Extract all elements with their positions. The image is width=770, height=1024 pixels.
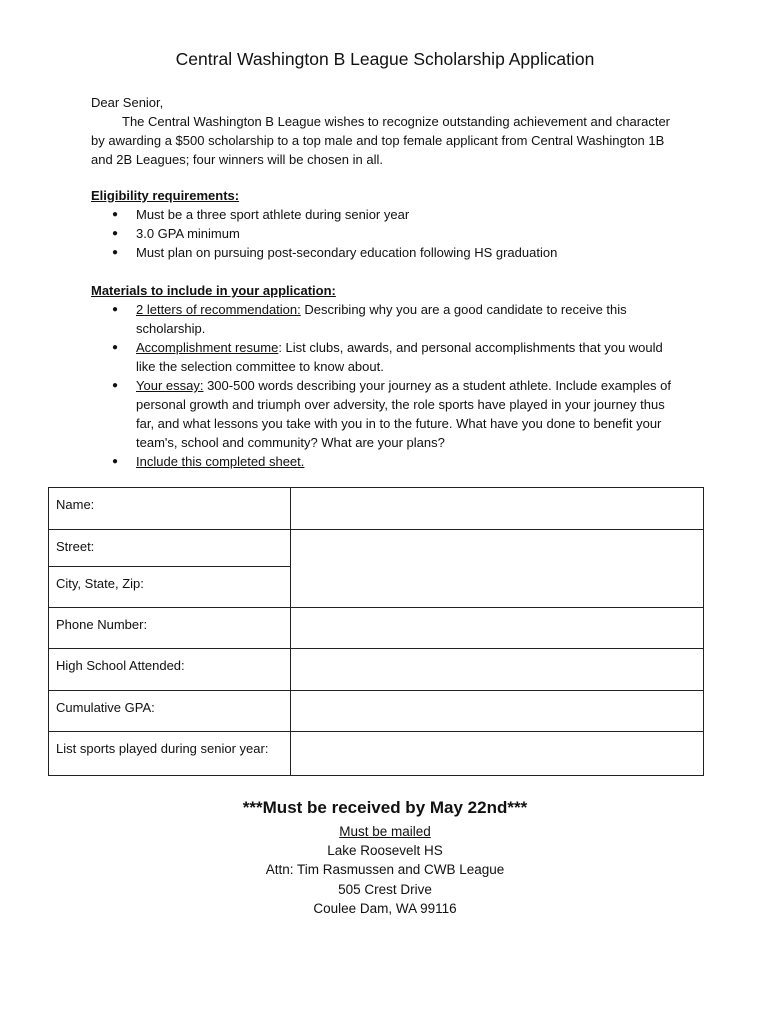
list-item (91, 376, 681, 452)
address-field[interactable] (291, 530, 704, 608)
bullet-icon: ● (112, 380, 119, 391)
deadline-notice: ***Must be received by May 22nd*** (242, 798, 528, 817)
mailing-address (0, 822, 770, 918)
bullet-icon: ● (112, 342, 119, 353)
city-state-zip-label: City, State, Zip: (49, 567, 291, 608)
mailing-heading: Must be mailed (339, 824, 431, 839)
mailing-line: 505 Crest Drive (338, 881, 432, 897)
phone-label: Phone Number: (49, 608, 291, 649)
sports-field[interactable] (291, 732, 704, 776)
bullet-icon: ● (112, 209, 119, 220)
list-item: ● Must plan on pursuing post-secondary education following HS graduation (112, 245, 558, 260)
mailing-line: Coulee Dam, WA 99116 (313, 900, 457, 916)
name-label: Name: (49, 488, 291, 530)
list-item (91, 300, 681, 338)
application-form-table (48, 487, 704, 776)
gpa-label: Cumulative GPA: (49, 691, 291, 732)
list-item: ● Must be a three sport athlete during senior year (112, 207, 410, 222)
eligibility-list (91, 205, 681, 262)
bullet-icon: ● (112, 247, 119, 258)
eligibility-heading: Eligibility requirements: (91, 188, 240, 203)
item-text: : List clubs, awards, and personal accomplishments that you would like the selection committee to know about. (136, 340, 663, 374)
mailing-line: Lake Roosevelt HS (327, 843, 443, 859)
list-item (91, 452, 681, 471)
bullet-icon: ● (112, 304, 119, 315)
name-field[interactable] (291, 488, 704, 530)
high-school-field[interactable] (291, 649, 704, 691)
sports-label: List sports played during senior year: (49, 732, 291, 776)
high-school-label: High School Attended: (49, 649, 291, 691)
page-title: Central Washington B League Scholarship Application (175, 49, 595, 69)
item-label: 2 letters of recommendation: (136, 302, 301, 317)
item-label: Your essay: (136, 378, 204, 393)
gpa-field[interactable] (291, 691, 704, 732)
street-label: Street: (49, 530, 291, 567)
bullet-icon: ● (112, 228, 119, 239)
list-item (91, 338, 681, 376)
list-item: ● 3.0 GPA minimum (112, 226, 240, 241)
materials-list (91, 300, 681, 471)
item-label: Include this completed sheet. (136, 454, 305, 469)
materials-heading: Materials to include in your application: (91, 283, 336, 298)
bullet-icon: ● (112, 456, 119, 467)
phone-field[interactable] (291, 608, 704, 649)
mailing-line: Attn: Tim Rasmussen and CWB League (265, 862, 505, 878)
item-text: 300-500 words describing your journey as a student athlete. Include examples of personal growth and triumph over adversity, the role sports have played in your journey thus far, and what lessons you take with you in to the future. What have you done to benefit your team's, school and community? What are your plans? (136, 378, 672, 450)
salutation: Dear Senior, (91, 95, 164, 110)
intro-paragraph: The Central Washington B League wishes to recognize outstanding achievement and character by awarding a $500 scholarship to a top male and top female applicant from Central Washington 1B and 2B Leagues; four winners will be chosen in all. (91, 114, 671, 167)
item-text: Describing why you are a good candidate to receive this scholarship. (136, 302, 627, 336)
item-label: Accomplishment resume (136, 340, 279, 355)
